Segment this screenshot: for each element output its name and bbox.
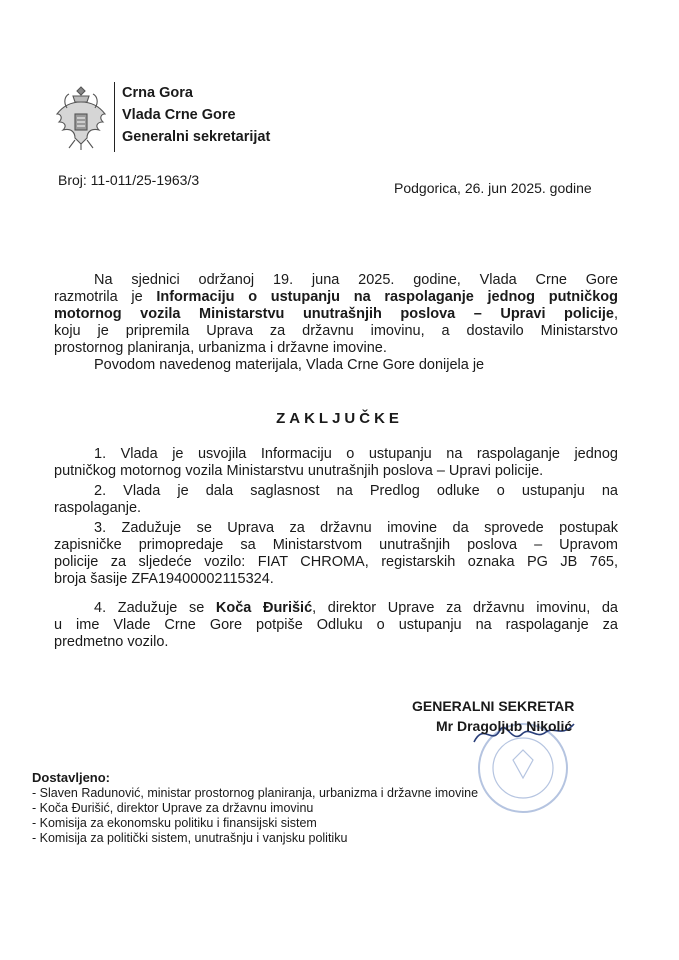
intro-line-2: razmotrila je Informaciju o ustupanju na raspolaganje jednog putničkog bbox=[54, 289, 618, 305]
conclusion-item-4: 4. Zadužuje se Koča Đurišić, direktor Uprave za državnu imovinu, da u ime Vlade Crne Gore potpiše Odluku o ustupanju na raspolaganje za predmetno vozilo. bbox=[54, 600, 618, 650]
signatory-title: GENERALNI SEKRETAR bbox=[412, 698, 575, 714]
conclusion-item-3: 3. Zadužuje se Uprava za državnu imovine da sprovede postupak zapisničke primopredaje sa Ministarstvom unutrašnjih poslova – Upravom policije za sljedeće vozilo: FIAT CHROMA, registarskih oznaka PG JB 765, broja šasije ZFA19400002115324. bbox=[54, 520, 618, 587]
institution-header bbox=[122, 82, 270, 148]
intro-paragraph bbox=[54, 272, 618, 374]
list-item: - Koča Đurišić, direktor Uprave za državnu imovinu bbox=[32, 801, 314, 815]
list-item: - Slaven Radunović, ministar prostornog planiranja, urbanizma i državne imovine bbox=[32, 786, 479, 800]
intro-line-5: prostornog planiranja, urbanizma i državne imovine. bbox=[54, 340, 387, 356]
header-secretariat: Generalni sekretarijat bbox=[122, 129, 271, 145]
distribution-title: Dostavljeno: bbox=[32, 770, 111, 785]
distribution-list bbox=[32, 786, 478, 846]
section-title: ZAKLJUČKE bbox=[276, 410, 403, 427]
header-divider bbox=[114, 82, 115, 152]
list-item: - Komisija za ekonomsku politiku i finansijski sistem bbox=[32, 816, 317, 830]
intro-line-1: Na sjednici održanoj 19. juna 2025. godine, Vlada Crne Gore bbox=[94, 272, 618, 288]
conclusion-item-2: 2. Vlada je dala saglasnost na Predlog odluke o ustupanju na raspolaganje. bbox=[54, 483, 618, 516]
intro-line-3: motornog vozila Ministarstvu unutrašnjih poslova – Upravi policije, bbox=[54, 306, 618, 322]
intro-line-4: koju je pripremila Uprava za državnu imovinu, a dostavilo Ministarstvo bbox=[54, 323, 618, 339]
conclusion-item-1: 1. Vlada je usvojila Informaciju o ustupanju na raspolaganje jednog putničkog motornog vozila Ministarstvu unutrašnjih poslova – Upravi policije. bbox=[54, 446, 618, 479]
header-government: Vlada Crne Gore bbox=[122, 107, 236, 123]
reference-number: Broj: 11-011/25-1963/3 bbox=[58, 172, 200, 188]
intro-line-6: Povodom navedenog materijala, Vlada Crne Gore donijela je bbox=[94, 357, 485, 373]
person-name: Koča Đurišić bbox=[215, 600, 313, 616]
header-country: Crna Gora bbox=[122, 85, 193, 101]
list-item: - Komisija za politički sistem, unutrašnju i vanjsku politiku bbox=[32, 831, 348, 845]
coat-of-arms-icon bbox=[53, 84, 109, 152]
signatory-name: Mr Dragoljub Nikolić bbox=[436, 718, 573, 734]
document-date: Podgorica, 26. jun 2025. godine bbox=[394, 180, 592, 196]
